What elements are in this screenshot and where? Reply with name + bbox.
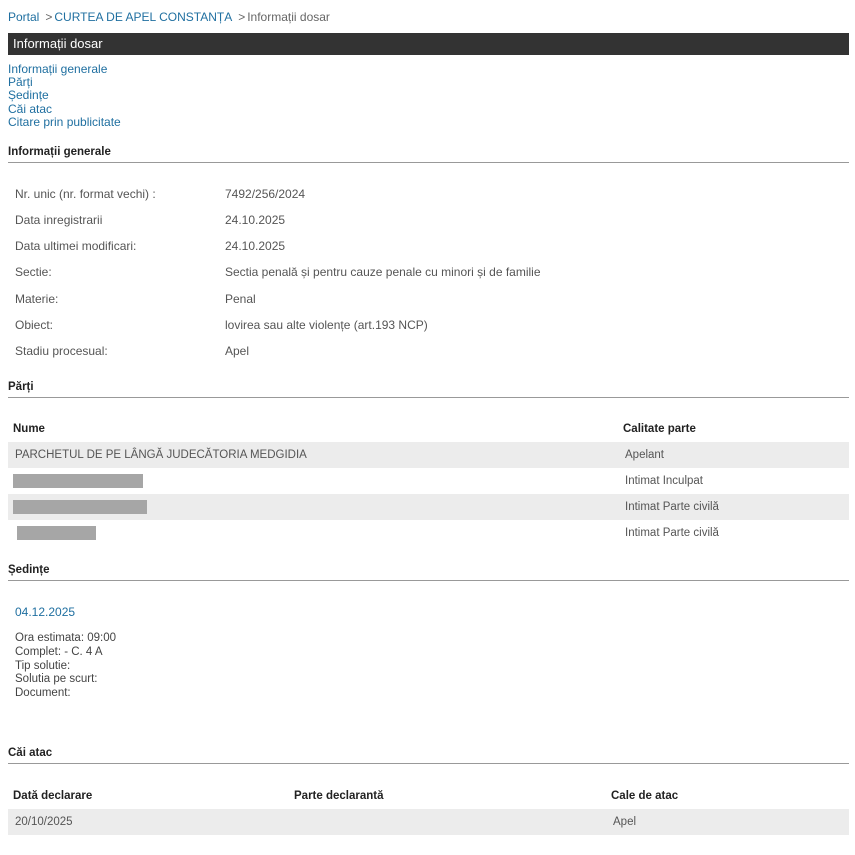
redacted-name-block: [13, 500, 147, 514]
info-value: Penal: [225, 292, 256, 306]
column-header-date: Dată declarare: [13, 790, 93, 802]
redacted-name-block: [13, 474, 143, 488]
table-header-row: [8, 416, 849, 442]
appeals-table: [8, 783, 849, 835]
session-estimated-time: Ora estimata: 09:00: [15, 632, 116, 644]
table-row: [8, 494, 849, 520]
table-header-row: [8, 783, 849, 809]
column-header-type: Cale de atac: [611, 790, 679, 802]
party-role: Intimat Inculpat: [625, 475, 703, 487]
party-role: Intimat Parte civilă: [618, 494, 849, 520]
party-role: Intimat Parte civilă: [625, 527, 719, 539]
info-label: Stadiu procesual:: [15, 344, 108, 358]
party-role: Apelant: [618, 442, 849, 468]
session-panel: Complet: - C. 4 A: [15, 645, 103, 658]
info-label: Sectie:: [15, 265, 52, 279]
breadcrumb-portal-link[interactable]: Portal: [8, 10, 40, 24]
party-name: PARCHETUL DE PE LÂNGĂ JUDECĂTORIA MEDGIDIA: [8, 442, 618, 468]
toc-link-public-summons[interactable]: Citare prin publicitate: [8, 114, 121, 129]
info-value: 24.10.2025: [225, 239, 286, 253]
page-title-bar: Informații dosar: [8, 33, 849, 55]
toc-link-parties[interactable]: Părți: [8, 75, 33, 90]
party-name: [8, 494, 618, 520]
table-row: [8, 809, 849, 835]
info-value: 24.10.2025: [225, 213, 286, 227]
session-details: [15, 632, 116, 701]
appeal-type: Apel: [606, 809, 849, 835]
column-header-role: Calitate parte: [623, 423, 696, 435]
breadcrumb: [8, 10, 330, 24]
session-solution-summary: Solutia pe scurt:: [15, 673, 98, 686]
toc-link-general[interactable]: Informații generale: [8, 62, 108, 76]
breadcrumb-current: Informații dosar: [247, 10, 330, 24]
info-label: Nr. unic (nr. format vechi) :: [15, 187, 156, 201]
info-value: Apel: [225, 344, 250, 358]
info-label: Materie:: [15, 292, 59, 306]
column-header-name: Nume: [13, 423, 45, 435]
section-heading-general: Informații generale: [8, 146, 849, 163]
section-links: [8, 63, 121, 129]
table-row: [8, 468, 849, 494]
column-header-party: Parte declarantă: [294, 790, 384, 802]
parties-table: [8, 416, 849, 546]
session-document: Document:: [15, 687, 71, 700]
session-solution-type: Tip solutie:: [15, 659, 71, 672]
info-label: Obiect:: [15, 318, 54, 332]
breadcrumb-separator: >: [45, 10, 53, 24]
appeal-party: [289, 809, 606, 835]
info-label: Data ultimei modificari:: [15, 239, 137, 253]
table-row: [8, 520, 849, 546]
section-heading-sessions: Ședințe: [8, 564, 849, 581]
party-name: [8, 468, 618, 494]
info-value: Sectia penală și pentru cauze penale cu minori și de familie: [225, 265, 541, 279]
section-heading-parties: Părți: [8, 381, 849, 398]
session-date-link[interactable]: 04.12.2025: [15, 605, 76, 619]
table-row: [8, 442, 849, 468]
info-value: 7492/256/2024: [225, 187, 306, 201]
breadcrumb-court-link[interactable]: CURTEA DE APEL CONSTANȚA: [54, 10, 233, 24]
redacted-name-block: [17, 526, 96, 540]
appeal-date: 20/10/2025: [8, 809, 289, 835]
party-name: [8, 520, 618, 546]
toc-link-appeals[interactable]: Căi atac: [8, 101, 53, 116]
breadcrumb-separator: >: [238, 10, 246, 24]
toc-link-sessions[interactable]: Ședințe: [8, 88, 49, 103]
info-value: lovirea sau alte violențe (art.193 NCP): [225, 318, 428, 332]
info-label: Data inregistrarii: [15, 213, 103, 227]
section-heading-appeals: Căi atac: [8, 747, 849, 764]
